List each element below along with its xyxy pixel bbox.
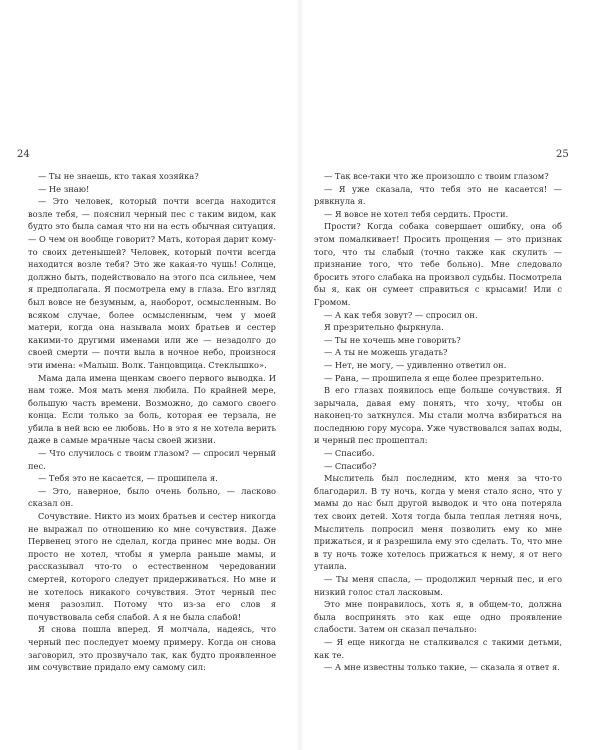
paragraph: — А ты не можешь угадать? [324, 347, 448, 358]
paragraph: Я презрительно фыркнула. [324, 322, 444, 333]
right-text-column [314, 170, 562, 674]
paragraph: — А как тебя зовут? — спросил он. [324, 309, 478, 320]
right-page [300, 0, 600, 750]
paragraph: — Это, наверное, было очень больно, — ласково сказал он. [28, 485, 276, 509]
paragraph: Мыслитель был последним, кто меня за что-то благодарил. В ту ночь, когда у меня стало ясно, что у мамы до нас был другой выводок и что она потеряла тех своих детей. Хотя тогда была теплая летняя ночь, Мыслитель попросил меня позволить ему ко мне прижаться, и я разрешила ему это сделать. То, что мне в ту ночь тоже хотелось прижаться к нему, я от него утаила. [314, 473, 562, 572]
paragraph: Сочувствие. Никто из моих братьев и сестер никогда не выражал по отношению ко мне сочувствия. Даже Первенец этого не сделал, когда принес мне воды. Он просто не хотел, чтобы я умерла раньше мамы, и рассказывал что-то о естественном чередовании смертей, которого следует придерживаться. Но мне и не хотелось никакого сочувствия. Этот черный пес меня разозлил. Потому что из-за его слов я почувствовала себя слабой. А я не была слабой! [28, 511, 276, 622]
page-number-right: 25 [556, 149, 569, 160]
paragraph: Прости? Когда собака совершает ошибку, она об этом помалкивает! Просить прощения — это признак того, что ты слабый (точно также как скулить — признание того, что тебе больно). Мне следовало бросить этого слабака на произвол судьбы. Посмотрела бы я, как он сумеет справиться с крысами! Или с Громом. [314, 221, 562, 307]
paragraph: — Ты меня спасла, — продолжил черный пес, и его низкий голос стал ласковым. [314, 574, 562, 597]
paragraph: — А мне известны только такие, — сказала я ответ я. [324, 662, 560, 673]
paragraph: — Ты не хочешь мне говорить? [324, 334, 461, 345]
paragraph: — Рана, — прошипела я еще более презрительно. [324, 372, 544, 383]
page-number-left: 24 [17, 149, 30, 160]
left-text-column [28, 170, 276, 674]
paragraph: — Я еще никогда не сталкивался с такими детьми, как те. [314, 636, 562, 660]
paragraph: — Что случилось с твоим глазом? — спросил черный пес. [28, 448, 276, 471]
paragraph: — Я вовсе не хотел тебя сердить. Прости. [324, 208, 509, 219]
paragraph: Я снова пошла вперед. Я молчала, надеясь, что черный пес последует моему примеру. Когда он снова заговорил, это прозвучало так, как будто проявленное им сочувствие придало ему самому сил: [28, 624, 276, 673]
paragraph: Это мне понравилось, хоть я, в общем-то, должна была воспринять это как еще одно проявление слабости. Затем он сказал печально: [314, 599, 562, 635]
paragraph: — Не знаю! [38, 183, 90, 194]
paragraph: — Ты не знаешь, кто такая хозяйка? [38, 171, 199, 181]
paragraph: — Спасибо. [324, 448, 375, 459]
paragraph: — Так все-таки что же произошло с твоим глазом? [324, 171, 549, 181]
paragraph: — Нет, не могу, — удивленно ответил он. [324, 359, 507, 370]
paragraph: Мама дала имена щенкам своего первого выводка. И нам тоже. Моя мать меня любила. По крайней мере, большую часть времени. Возможно, до самого своего конца. Если только за боль, которая ее терзала, не убила в ней всю ее любовь. Но в это я не хотела верить даже в самые мрачные часы своей жизни. [28, 372, 276, 446]
paragraph: — Спасибо? [324, 460, 377, 471]
paragraph: — Тебя это не касается, — прошипела я. [38, 473, 218, 484]
paragraph: В его глазах появилось еще больше сочувствия. Я зарычала, давая ему понять, что хочу, чтобы он наконец-то заткнулся. Мы стали молча взбираться на последнюю гору мусора. Уже чувствовался запах воды, и черный пес прошептал: [314, 385, 562, 446]
paragraph: — Это человек, который почти всегда находится возле тебя, — пояснил черный пес с таким видом, как будто это была самая что ни на есть обычная ситуация. — О чем он вообще говорит? Мать, которая дарит кому-то своих детенышей? Человек, который почти всегда находится возле тебя? Это же какая-то чушь! Солнце, должно быть, подействовало на этого пса сильнее, чем я предполагала. Я посмотрела ему в глаза. Его взгляд был вовсе не безумным, а, наоборот, осмысленным. Во всяком случае, более осмысленным, чем у моей матери, когда она называла моих братьев и сестер какими-то другими именами или же — незадолго до своей смерти — почти выла в ночное небо, произнося эти имена: «Малыш. Волк. Танцовщица. Стеклышко». [28, 196, 276, 370]
paragraph: — Я уже сказала, что тебя это не касается! — рявкнула я. [314, 183, 562, 207]
